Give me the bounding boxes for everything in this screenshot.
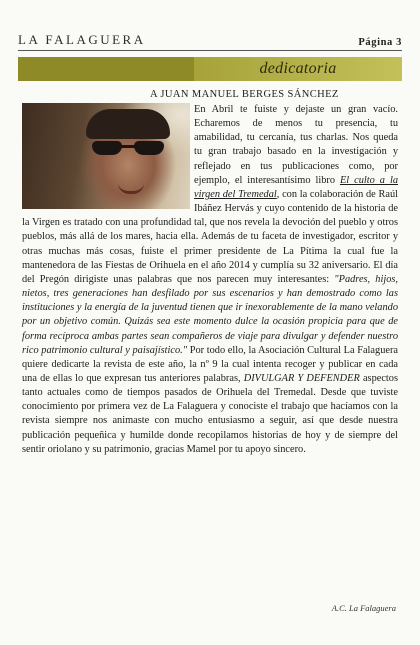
page-header xyxy=(18,28,402,48)
header-rule xyxy=(18,50,402,51)
pregon-quote: "Padres, hijos, nietos, tres generaciones han desfilado por sus escenarios y han demostrado como las instituciones y la energía de la juventud tienen que ir inexorablemente de la mano velando por un objetivo común. Quizás sea este momento dulce la ocasión propicia para que de forma recíproca ambas partes sean compañeros de viaje para divulgar y defender nuestro rico patrimonio cultural y paisajístico." xyxy=(22,273,398,356)
photo-spacer xyxy=(22,103,194,213)
body-part-3: Por todo ello, la Asociación Cultural La Falaguera quiere dedicarte la revista de este año, la nº 9 la cual intenta recoger y publicar en cada una de ellas lo que expresan tus anteriores palabras, xyxy=(22,344,398,384)
dedication-heading: A JUAN MANUEL BERGES SÁNCHEZ xyxy=(150,89,339,100)
body-part-1: En Abril te fuiste y dejaste un gran vacío. Echaremos de menos tu presencia, tu amabilidad, tu cercanía, tus charlas. Nos queda tu gran trabajo basado en la investigación y reflejado en tus publicaciones como, por ejemplo, el interesantísimo libro xyxy=(194,104,398,186)
section-title: dedicatoria xyxy=(259,60,337,77)
body-part-4: aspectos tanto actuales como de tiempos pasados de Orihuela del Tremedal. Desde que tuviste conocimiento por primera vez de La Falaguera y conociste el trabajo que hacíamos con la revista siempre nos animaste con mucho entusiasmo a seguir, así que desde nuestra publicación pequeñica y humilde donde recopilamos historias de hoy y de siempre del sentir oriolano y su patrimonio, gracias Mamel por tu apoyo sincero. xyxy=(22,372,398,455)
magazine-name: LA FALAGUERA xyxy=(18,32,146,47)
signature: A.C. La Falaguera xyxy=(331,603,396,613)
section-title-box xyxy=(194,57,402,81)
motto: DIVULGAR Y DEFENDER xyxy=(243,372,360,384)
page-number: Página 3 xyxy=(358,37,402,48)
section-band xyxy=(18,57,402,81)
book-title-link: El culto a la virgen del Tremedal xyxy=(194,174,398,200)
article-body xyxy=(22,103,398,457)
body-part-2: , con la colaboración de Raúl Ibáñez Hervás y cuyo contenido de la historia de la Virgen es tratado con una profundidad tal, que nos revela la devoción del pueblo y otros pueblos, más allá de los mares, hacia ella. Además de tu faceta de investigador, escritor y otras muchas más cosas, fuiste el primer presidente de La Pítima la cual fue la mantenedora de las Fiestas de Orihuela en el año 2014 y cumplía su 32 aniversario. El día del Pregón dirigiste unas palabras que nos parecen muy interesantes: xyxy=(22,188,398,285)
